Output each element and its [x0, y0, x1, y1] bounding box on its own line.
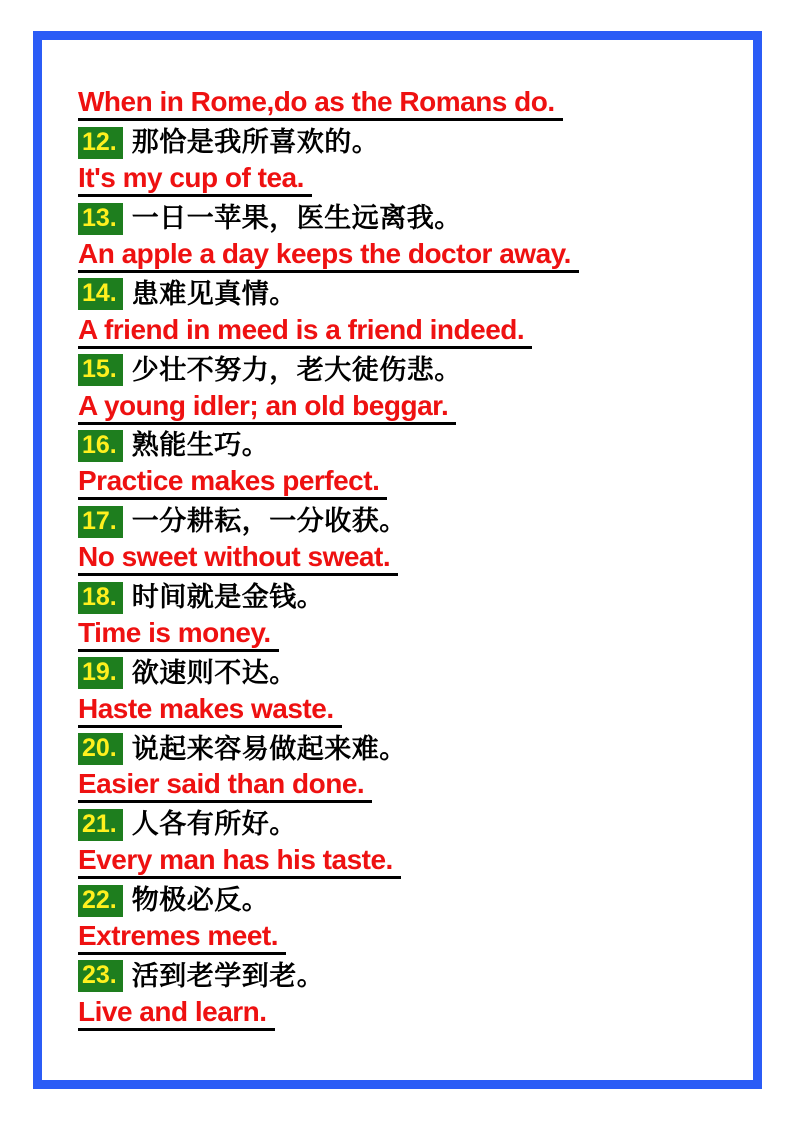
chinese-proverb-text: 活到老学到老。 — [131, 960, 325, 991]
list-item — [78, 124, 743, 162]
list-item — [78, 351, 743, 389]
list-item — [78, 995, 743, 1033]
chinese-proverb-text: 人各有所好。 — [131, 809, 297, 840]
item-number-badge: 19. — [78, 657, 123, 689]
list-item — [78, 200, 743, 238]
english-proverb-text: Extremes meet. — [78, 922, 286, 955]
chinese-proverb-text: 说起来容易做起来难。 — [131, 733, 407, 764]
english-proverb-text: Time is money. — [78, 619, 279, 652]
item-number-badge: 22. — [78, 885, 123, 917]
list-item — [78, 882, 743, 920]
item-number-badge: 14. — [78, 278, 123, 310]
list-item — [78, 806, 743, 844]
chinese-proverb-text: 时间就是金钱。 — [131, 582, 325, 613]
list-item — [78, 957, 743, 995]
english-proverb-text: No sweet without sweat. — [78, 543, 398, 576]
chinese-proverb-text: 那恰是我所喜欢的。 — [131, 127, 380, 158]
english-proverb-text: Practice makes perfect. — [78, 467, 387, 500]
english-proverb-text: It's my cup of tea. — [78, 164, 312, 197]
item-number-badge: 17. — [78, 506, 123, 538]
list-item — [78, 86, 743, 124]
page-frame — [33, 31, 762, 1089]
list-item — [78, 465, 743, 503]
list-item — [78, 692, 743, 730]
item-number-badge: 13. — [78, 203, 123, 235]
list-item — [78, 920, 743, 958]
proverb-list — [42, 40, 753, 1033]
english-proverb-text: When in Rome,do as the Romans do. — [78, 88, 563, 121]
chinese-proverb-text: 一分耕耘，一分收获。 — [131, 506, 407, 537]
list-item — [78, 616, 743, 654]
chinese-proverb-text: 物极必反。 — [131, 885, 270, 916]
list-item — [78, 730, 743, 768]
english-proverb-text: Haste makes waste. — [78, 695, 342, 728]
english-proverb-text: Live and learn. — [78, 998, 275, 1031]
item-number-badge: 20. — [78, 733, 123, 765]
list-item — [78, 389, 743, 427]
list-item — [78, 238, 743, 276]
list-item — [78, 162, 743, 200]
english-proverb-text: A friend in meed is a friend indeed. — [78, 316, 532, 349]
list-item — [78, 579, 743, 617]
item-number-badge: 12. — [78, 127, 123, 159]
list-item — [78, 275, 743, 313]
english-proverb-text: Easier said than done. — [78, 770, 372, 803]
item-number-badge: 23. — [78, 960, 123, 992]
list-item — [78, 313, 743, 351]
chinese-proverb-text: 欲速则不达。 — [131, 657, 297, 688]
list-item — [78, 427, 743, 465]
list-item — [78, 768, 743, 806]
item-number-badge: 21. — [78, 809, 123, 841]
list-item — [78, 654, 743, 692]
chinese-proverb-text: 少壮不努力，老大徒伤悲。 — [131, 354, 462, 385]
item-number-badge: 15. — [78, 354, 123, 386]
english-proverb-text: An apple a day keeps the doctor away. — [78, 240, 579, 273]
list-item — [78, 844, 743, 882]
chinese-proverb-text: 熟能生巧。 — [131, 430, 270, 461]
english-proverb-text: A young idler; an old beggar. — [78, 392, 456, 425]
list-item — [78, 503, 743, 541]
list-item — [78, 541, 743, 579]
chinese-proverb-text: 一日一苹果，医生远离我。 — [131, 203, 462, 234]
english-proverb-text: Every man has his taste. — [78, 846, 401, 879]
item-number-badge: 18. — [78, 582, 123, 614]
chinese-proverb-text: 患难见真情。 — [131, 278, 297, 309]
item-number-badge: 16. — [78, 430, 123, 462]
